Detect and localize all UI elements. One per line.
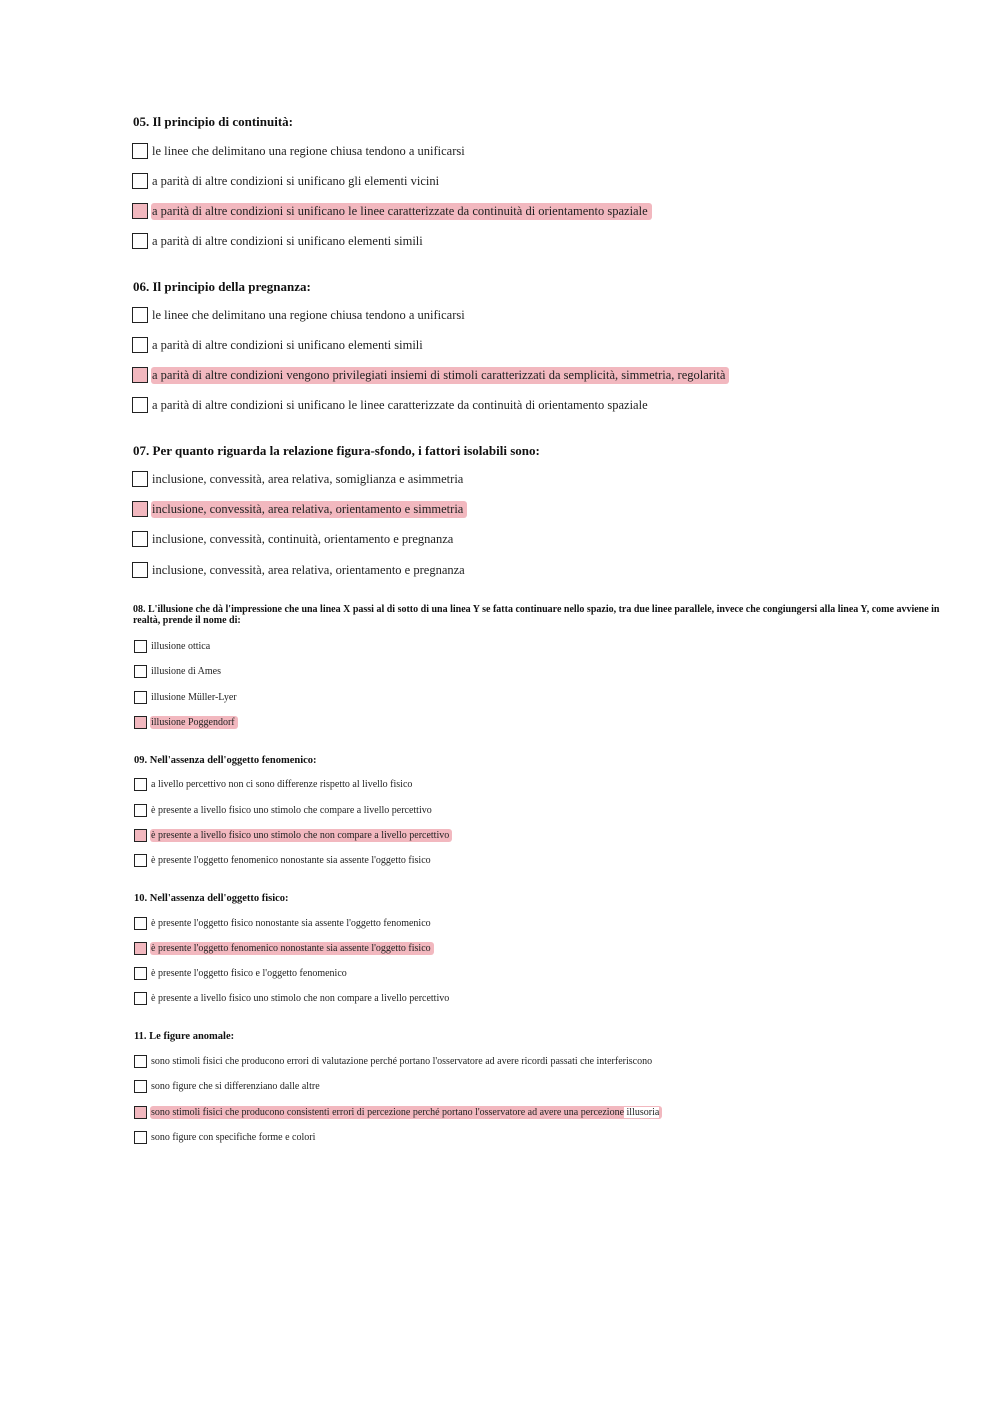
checkbox[interactable] bbox=[134, 665, 147, 678]
question-title: 10. Nell'assenza dell'oggetto fisico: bbox=[134, 893, 289, 904]
answer-option[interactable] bbox=[134, 689, 240, 705]
checkbox[interactable] bbox=[132, 501, 148, 517]
answer-option-highlighted[interactable] bbox=[132, 365, 729, 385]
answer-option[interactable] bbox=[134, 802, 435, 818]
answer-label-highlighted-part: sono stimoli fisici che producono consistenti errori di percezione perché portano l'osservatore ad avere una percezione bbox=[151, 1106, 625, 1118]
answer-option[interactable] bbox=[134, 965, 350, 981]
checkbox[interactable] bbox=[132, 562, 148, 578]
checkbox[interactable] bbox=[134, 854, 147, 867]
answer-label bbox=[150, 1106, 662, 1119]
checkbox[interactable] bbox=[134, 1106, 147, 1119]
answer-option[interactable] bbox=[134, 1078, 323, 1094]
question-title: 08. L'illusione che dà l'impressione che una linea X passi al di sotto di una linea Y se fatta continuare nello spazio, tra due linee parallele, invece che congiungersi alla linea Y, come avviene in realtà, prende il nome di: bbox=[133, 604, 940, 626]
answer-option-highlighted[interactable] bbox=[134, 714, 238, 730]
answer-label: a livello percettivo non ci sono differenze rispetto al livello fisico bbox=[151, 778, 413, 790]
checkbox[interactable] bbox=[132, 233, 148, 249]
answer-option-highlighted[interactable] bbox=[134, 1104, 662, 1120]
answer-label: sono figure che si differenziano dalle altre bbox=[151, 1080, 320, 1092]
answer-label: sono stimoli fisici che producono errori di valutazione perché portano l'osservatore ad avere ricordi passati che interferiscono bbox=[151, 1055, 653, 1067]
question-title: 09. Nell'assenza dell'oggetto fenomenico: bbox=[134, 755, 317, 766]
question-title: 11. Le figure anomale: bbox=[134, 1031, 235, 1042]
answer-option[interactable] bbox=[134, 1053, 655, 1069]
answer-option[interactable] bbox=[132, 395, 652, 415]
checkbox[interactable] bbox=[134, 716, 147, 729]
checkbox[interactable] bbox=[132, 173, 148, 189]
answer-label: illusione Poggendorf bbox=[150, 716, 238, 729]
checkbox[interactable] bbox=[132, 143, 148, 159]
answer-label: inclusione, convessità, area relativa, somiglianza e asimmetria bbox=[152, 471, 464, 486]
answer-option[interactable] bbox=[132, 469, 467, 489]
answer-option[interactable] bbox=[134, 1129, 318, 1145]
answer-option-highlighted[interactable] bbox=[132, 499, 467, 519]
answer-label: è presente a livello fisico uno stimolo che non compare a livello percettivo bbox=[151, 992, 450, 1004]
checkbox[interactable] bbox=[132, 531, 148, 547]
answer-label: le linee che delimitano una regione chiusa tendono a unificarsi bbox=[152, 143, 465, 158]
answer-option-highlighted[interactable] bbox=[132, 201, 652, 221]
answer-label-tail: illusoria bbox=[624, 1106, 660, 1118]
answer-label: a parità di altre condizioni si unificano le linee caratterizzate da continuità di orientamento spaziale bbox=[152, 397, 648, 412]
answer-option-highlighted[interactable] bbox=[134, 827, 452, 843]
answer-label: è presente a livello fisico uno stimolo che compare a livello percettivo bbox=[151, 804, 432, 816]
answer-label: illusione ottica bbox=[151, 640, 211, 652]
answer-option-highlighted[interactable] bbox=[134, 940, 434, 956]
answer-option[interactable] bbox=[134, 990, 452, 1006]
answer-option[interactable] bbox=[134, 663, 224, 679]
checkbox[interactable] bbox=[132, 397, 148, 413]
answer-label: illusione Müller-Lyer bbox=[151, 691, 237, 703]
answer-option[interactable] bbox=[132, 231, 427, 251]
answer-label: a parità di altre condizioni si unificano elementi simili bbox=[152, 233, 423, 248]
answer-label: a parità di altre condizioni si unificano le linee caratterizzate da continuità di orientamento spaziale bbox=[151, 203, 652, 220]
checkbox[interactable] bbox=[134, 691, 147, 704]
answer-option[interactable] bbox=[132, 335, 427, 355]
question-title: 06. Il principio della pregnanza: bbox=[133, 279, 311, 294]
answer-option[interactable] bbox=[134, 915, 434, 931]
checkbox[interactable] bbox=[134, 942, 147, 955]
answer-label: le linee che delimitano una regione chiusa tendono a unificarsi bbox=[152, 307, 465, 322]
answer-label: inclusione, convessità, area relativa, orientamento e simmetria bbox=[151, 501, 467, 518]
answer-label: a parità di altre condizioni si unificano gli elementi vicini bbox=[152, 173, 440, 188]
checkbox[interactable] bbox=[132, 367, 148, 383]
answer-option[interactable] bbox=[134, 852, 434, 868]
checkbox[interactable] bbox=[134, 829, 147, 842]
checkbox[interactable] bbox=[134, 804, 147, 817]
checkbox[interactable] bbox=[134, 1055, 147, 1068]
answer-option[interactable] bbox=[134, 776, 415, 792]
answer-option[interactable] bbox=[132, 529, 457, 549]
checkbox[interactable] bbox=[134, 1131, 147, 1144]
answer-label: è presente l'oggetto fenomenico nonostante sia assente l'oggetto fisico bbox=[151, 854, 431, 866]
checkbox[interactable] bbox=[132, 307, 148, 323]
checkbox[interactable] bbox=[132, 471, 148, 487]
answer-option[interactable] bbox=[132, 171, 443, 191]
answer-label: è presente a livello fisico uno stimolo che non compare a livello percettivo bbox=[150, 829, 452, 842]
answer-label: è presente l'oggetto fisico nonostante sia assente l'oggetto fenomenico bbox=[151, 917, 431, 929]
checkbox[interactable] bbox=[132, 337, 148, 353]
answer-option[interactable] bbox=[132, 305, 469, 325]
question-title: 07. Per quanto riguarda la relazione figura-sfondo, i fattori isolabili sono: bbox=[133, 443, 540, 458]
answer-option[interactable] bbox=[132, 141, 469, 161]
checkbox[interactable] bbox=[134, 1080, 147, 1093]
answer-label: illusione di Ames bbox=[151, 665, 221, 677]
answer-option[interactable] bbox=[134, 638, 213, 654]
answer-label: a parità di altre condizioni si unificano elementi simili bbox=[152, 337, 423, 352]
checkbox[interactable] bbox=[134, 917, 147, 930]
checkbox[interactable] bbox=[134, 967, 147, 980]
answer-label: inclusione, convessità, area relativa, orientamento e pregnanza bbox=[152, 562, 465, 577]
checkbox[interactable] bbox=[134, 992, 147, 1005]
answer-label: a parità di altre condizioni vengono privilegiati insiemi di stimoli caratterizzati da semplicità, simmetria, regolarità bbox=[151, 367, 729, 384]
answer-label: inclusione, convessità, continuità, orientamento e pregnanza bbox=[152, 531, 454, 546]
answer-label: è presente l'oggetto fenomenico nonostante sia assente l'oggetto fisico bbox=[150, 942, 434, 955]
checkbox[interactable] bbox=[132, 203, 148, 219]
checkbox[interactable] bbox=[134, 640, 147, 653]
answer-option[interactable] bbox=[132, 560, 469, 580]
question-title: 05. Il principio di continuità: bbox=[133, 114, 293, 129]
checkbox[interactable] bbox=[134, 778, 147, 791]
answer-label: è presente l'oggetto fisico e l'oggetto fenomenico bbox=[151, 967, 347, 979]
answer-label: sono figure con specifiche forme e colori bbox=[151, 1131, 316, 1143]
